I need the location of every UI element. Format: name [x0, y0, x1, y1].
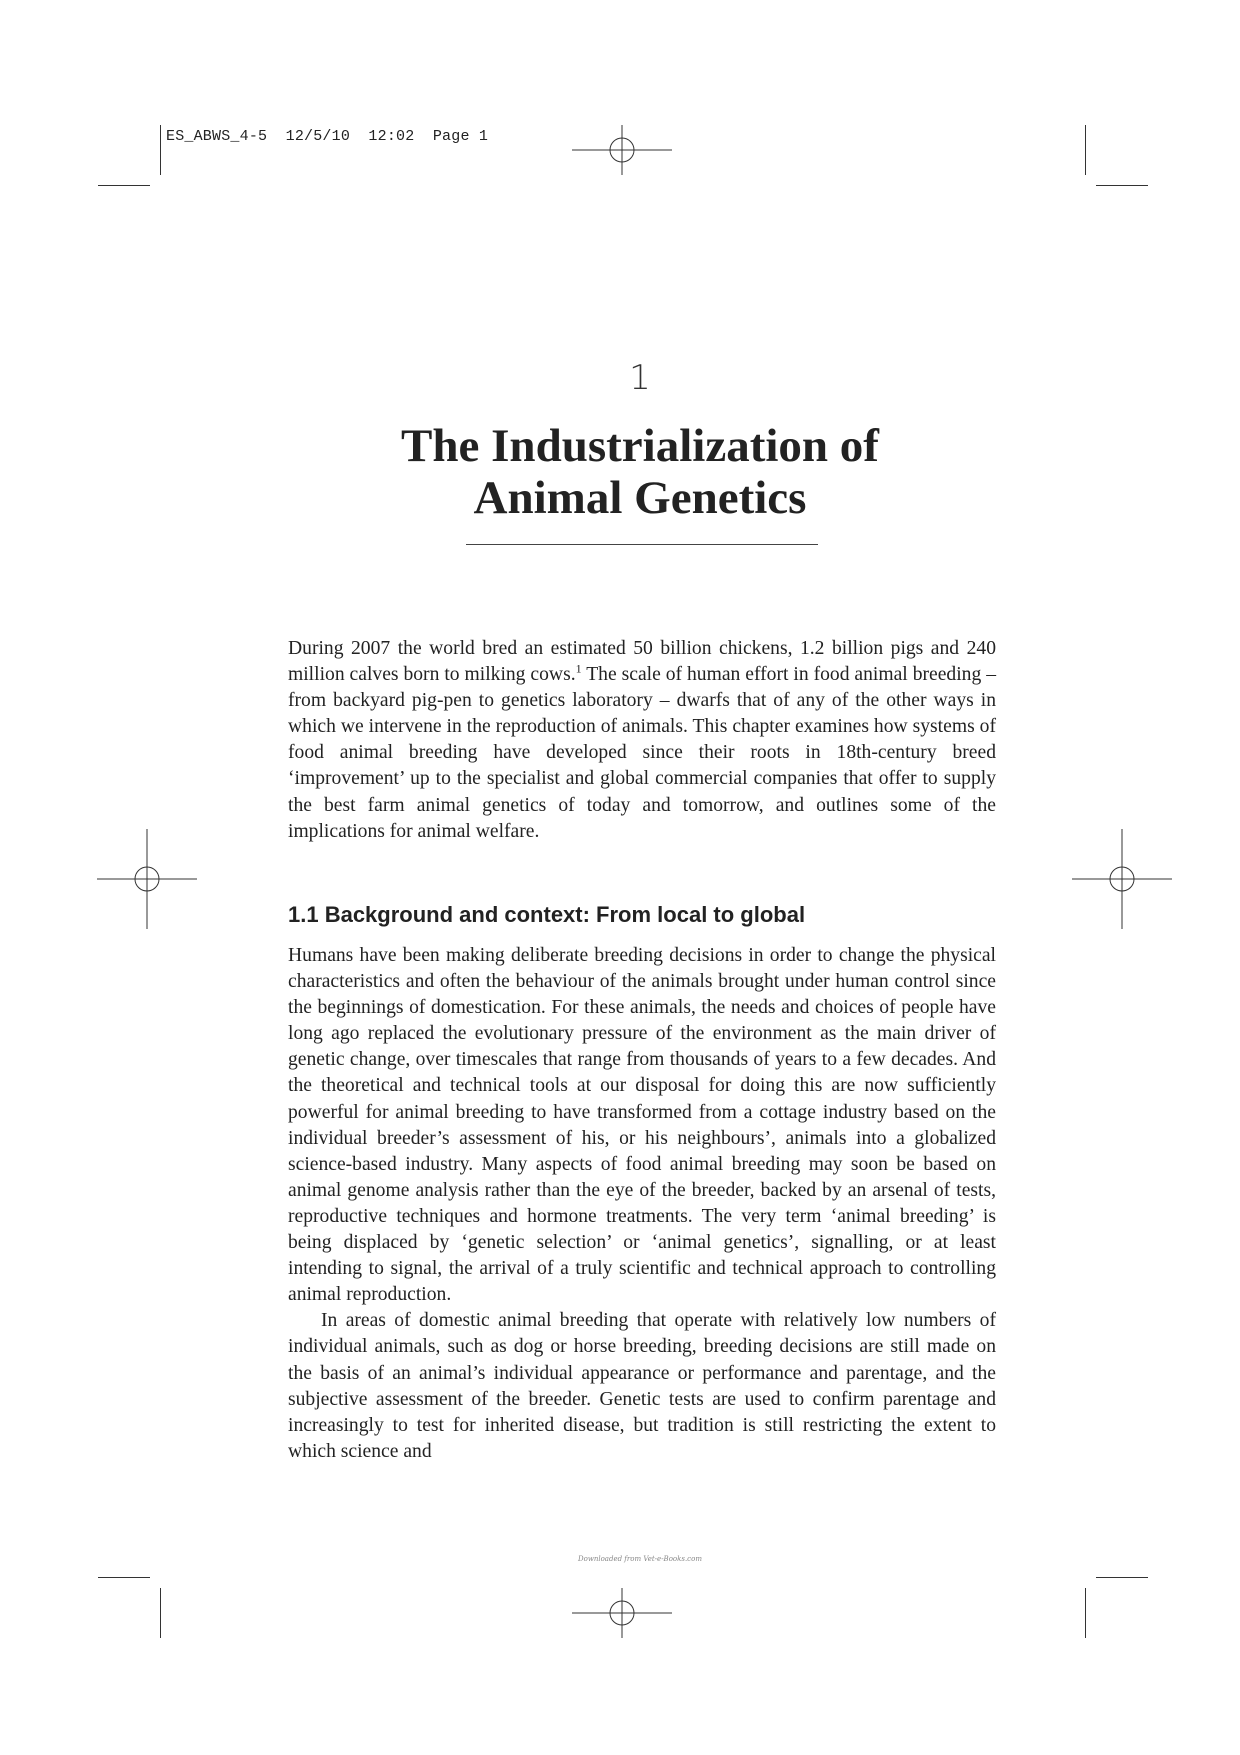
- chapter-title-line-1: The Industrialization of: [401, 420, 879, 472]
- section-body: [288, 943, 996, 1465]
- title-rule: [466, 544, 818, 545]
- crop-mark-bottom-left-vertical: [160, 1588, 161, 1638]
- section-paragraph-1: Humans have been making deliberate breeding decisions in order to change the physical characteristics and often the behaviour of the animals brought under human control since the beginnings of domestication. For these animals, the needs and choices of people have long ago replaced the evolutionary pressure of the environment as the main driver of genetic change, over timescales that range from thousands of years to a few decades. And the theoretical and technical tools at our disposal for doing this are now sufficiently powerful for animal breeding to have transformed from a cottage industry based on the individual breeder’s assessment of his, or his neighbours’, animals into a globalized science-based industry. Many aspects of food animal breeding may soon be based on animal genome analysis rather than the eye of the breeder, backed by an arsenal of tests, reproductive techniques and hormone treatments. The very term ‘animal breeding’ is being displaced by ‘genetic selection’ or ‘animal genetics’, signalling, or at least intending to signal, the arrival of a truly scientific and technical approach to controlling animal reproduction.: [288, 945, 996, 1306]
- section-heading: 1.1 Background and context: From local to global: [288, 902, 806, 927]
- registration-mark-bottom: [572, 1563, 672, 1663]
- print-slug-line: ES_ABWS_4-5 12/5/10 12:02 Page 1: [166, 128, 489, 145]
- intro-text-after-note: The scale of human effort in food animal breeding – from backyard pig-pen to genetics laboratory – dwarfs that of any of the other ways in which we intervene in the reproduction of animals. This chapter examines how systems of food animal breeding have developed since their roots in 18th-century breed ‘improvement’ up to the specialist and global commercial companies that offer to supply the best farm animal genetics of today and tomorrow, and outlines some of the implications for animal welfare.: [288, 664, 996, 842]
- chapter-title: [0, 420, 1240, 524]
- crop-mark-top-right-horizontal: [1096, 185, 1148, 186]
- crop-mark-bottom-left-horizontal: [98, 1577, 150, 1578]
- intro-paragraph: [288, 636, 996, 845]
- intro-text-before-note: During 2007 the world bred an estimated 50 billion chickens, 1.2 billion pigs and 240 million calves born to milking cows.: [288, 638, 996, 686]
- chapter-number: 1: [629, 358, 651, 398]
- footnote-reference[interactable]: 1: [575, 661, 582, 676]
- crop-mark-top-left-horizontal: [98, 185, 150, 186]
- registration-mark-top: [572, 100, 672, 200]
- registration-mark-right: [1072, 829, 1172, 929]
- download-source-note: Downloaded from Vet-e-Books.com: [578, 1555, 702, 1563]
- crop-mark-bottom-right-vertical: [1085, 1588, 1086, 1638]
- section-paragraph-2: In areas of domestic animal breeding that operate with relatively low numbers of individual animals, such as dog or horse breeding, breeding decisions are still made on the basis of an animal’s individual appearance or performance and parentage, and the subjective assessment of the breeder. Genetic tests are used to confirm parentage and increasingly to test for inherited disease, but tradition is still restricting the extent to which science and: [288, 1310, 996, 1462]
- chapter-title-line-2: Animal Genetics: [473, 472, 807, 524]
- crop-mark-top-left-vertical: [160, 125, 161, 175]
- registration-mark-left: [97, 829, 197, 929]
- crop-mark-bottom-right-horizontal: [1096, 1577, 1148, 1578]
- crop-mark-top-right-vertical: [1085, 125, 1086, 175]
